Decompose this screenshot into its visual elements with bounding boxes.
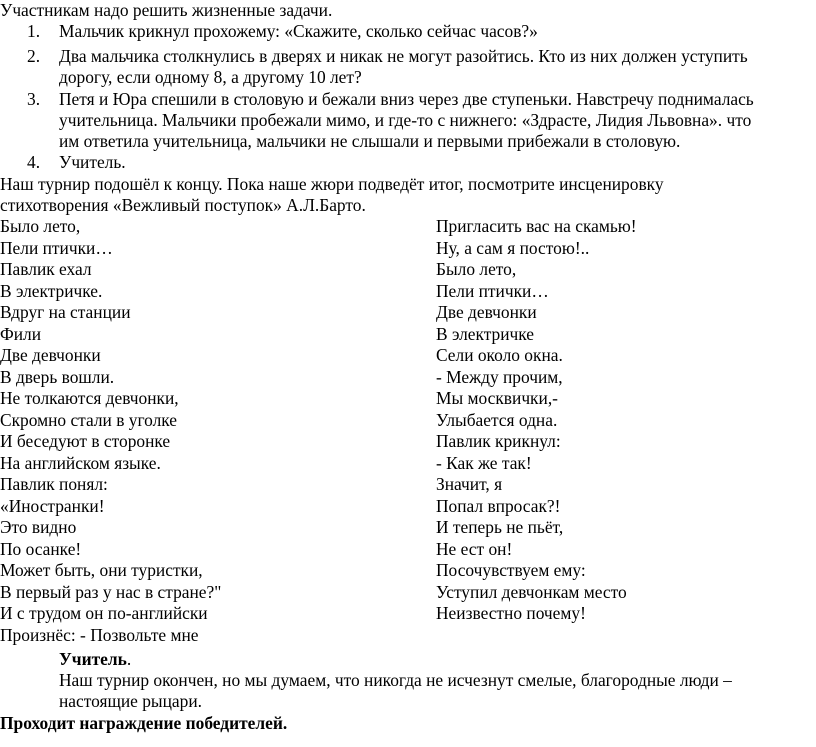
poem-line: Произнёс: - Позвольте мне — [0, 625, 199, 645]
teacher-speech: Наш турнир окончен, но мы думаем, что никогда не исчезнут смелые, благородные люди – — [59, 670, 732, 690]
task-number: 4. — [27, 152, 41, 172]
teacher-heading — [59, 649, 131, 671]
poem-line: - Между прочим, — [436, 367, 563, 387]
poem-line: По осанке! — [0, 539, 82, 559]
task-line: им ответила учительница, мальчики не слышали и первыми прибежали в столовую. — [59, 131, 681, 151]
poem-line: На английском языке. — [0, 453, 161, 473]
task-line: Учитель. — [59, 152, 126, 172]
poem-line: Было лето, — [436, 259, 517, 279]
poem-line: «Иностранки! — [0, 496, 105, 516]
poem-line: И теперь не пьёт, — [436, 517, 564, 537]
task-line: Два мальчика столкнулись в дверях и никак не могут разойтись. Кто из них должен уступить — [59, 46, 748, 66]
poem-line: Две девчонки — [0, 345, 101, 365]
transition-text: стихотворения «Вежливый поступок» А.Л.Барто. — [0, 195, 366, 215]
poem-line: В электричке. — [0, 281, 103, 301]
poem-line: Не толкаются девчонки, — [0, 388, 179, 408]
poem-line: Павлик крикнул: — [436, 431, 561, 451]
poem-line: Ну, а сам я постою!.. — [436, 238, 590, 258]
task-line: дорогу, если одному 8, а другому 10 лет? — [59, 67, 362, 87]
poem-line: Может быть, они туристки, — [0, 560, 203, 580]
intro-text: Участникам надо решить жизненные задачи. — [0, 0, 333, 20]
poem-line: Не ест он! — [436, 539, 513, 559]
poem-line: Значит, я — [436, 474, 503, 494]
poem-line: Мы москвички,- — [436, 388, 558, 408]
poem-line: И с трудом он по-английски — [0, 603, 208, 623]
poem-line: Было лето, — [0, 216, 81, 236]
poem-line: Две девчонки — [436, 302, 537, 322]
poem-line: Посочувствуем ему: — [436, 560, 586, 580]
poem-line: Это видно — [0, 517, 77, 537]
poem-line: Неизвестно почему! — [436, 603, 586, 623]
transition-text: Наш турнир подошёл к концу. Пока наше жюри подведёт итог, посмотрите инсценировку — [0, 174, 664, 194]
teacher-speech: настоящие рыцари. — [59, 691, 202, 711]
poem-line: И беседуют в сторонке — [0, 431, 171, 451]
poem-line: Сели около окна. — [436, 345, 563, 365]
task-line: учительница. Мальчики пробежали мимо, и где-то с нижнего: «Здрасте, Лидия Львовна». что — [59, 110, 752, 130]
poem-line: Павлик понял: — [0, 474, 108, 494]
task-line: Мальчик крикнул прохожему: «Скажите, сколько сейчас часов?» — [59, 21, 538, 41]
task-number: 1. — [27, 21, 41, 41]
poem-line: Пели птички… — [436, 281, 549, 301]
task-line: Петя и Юра спешили в столовую и бежали вниз через две ступеньки. Навстречу поднималась — [59, 89, 754, 109]
poem-line: Фили — [0, 324, 42, 344]
poem-line: Уступил девчонкам место — [436, 582, 627, 602]
poem-line: Пели птички… — [0, 238, 113, 258]
poem-line: Улыбается одна. — [436, 410, 558, 430]
poem-line: В первый раз у нас в стране?" — [0, 582, 222, 602]
poem-line: В электричке — [436, 324, 535, 344]
poem-line: Пригласить вас на скамью! — [436, 216, 637, 236]
poem-line: Скромно стали в уголке — [0, 410, 178, 430]
poem-line: В дверь вошли. — [0, 367, 115, 387]
poem-line: Павлик ехал — [0, 259, 92, 279]
teacher-label-period: . — [126, 649, 132, 669]
task-number: 2. — [27, 46, 41, 66]
task-number: 3. — [27, 89, 41, 109]
poem-line: Вдруг на станции — [0, 302, 131, 322]
closing-text: Проходит награждение победителей. — [0, 713, 288, 733]
teacher-label: Учитель — [59, 649, 127, 669]
poem-line: - Как же так! — [436, 453, 532, 473]
poem-line: Попал впросак?! — [436, 496, 561, 516]
